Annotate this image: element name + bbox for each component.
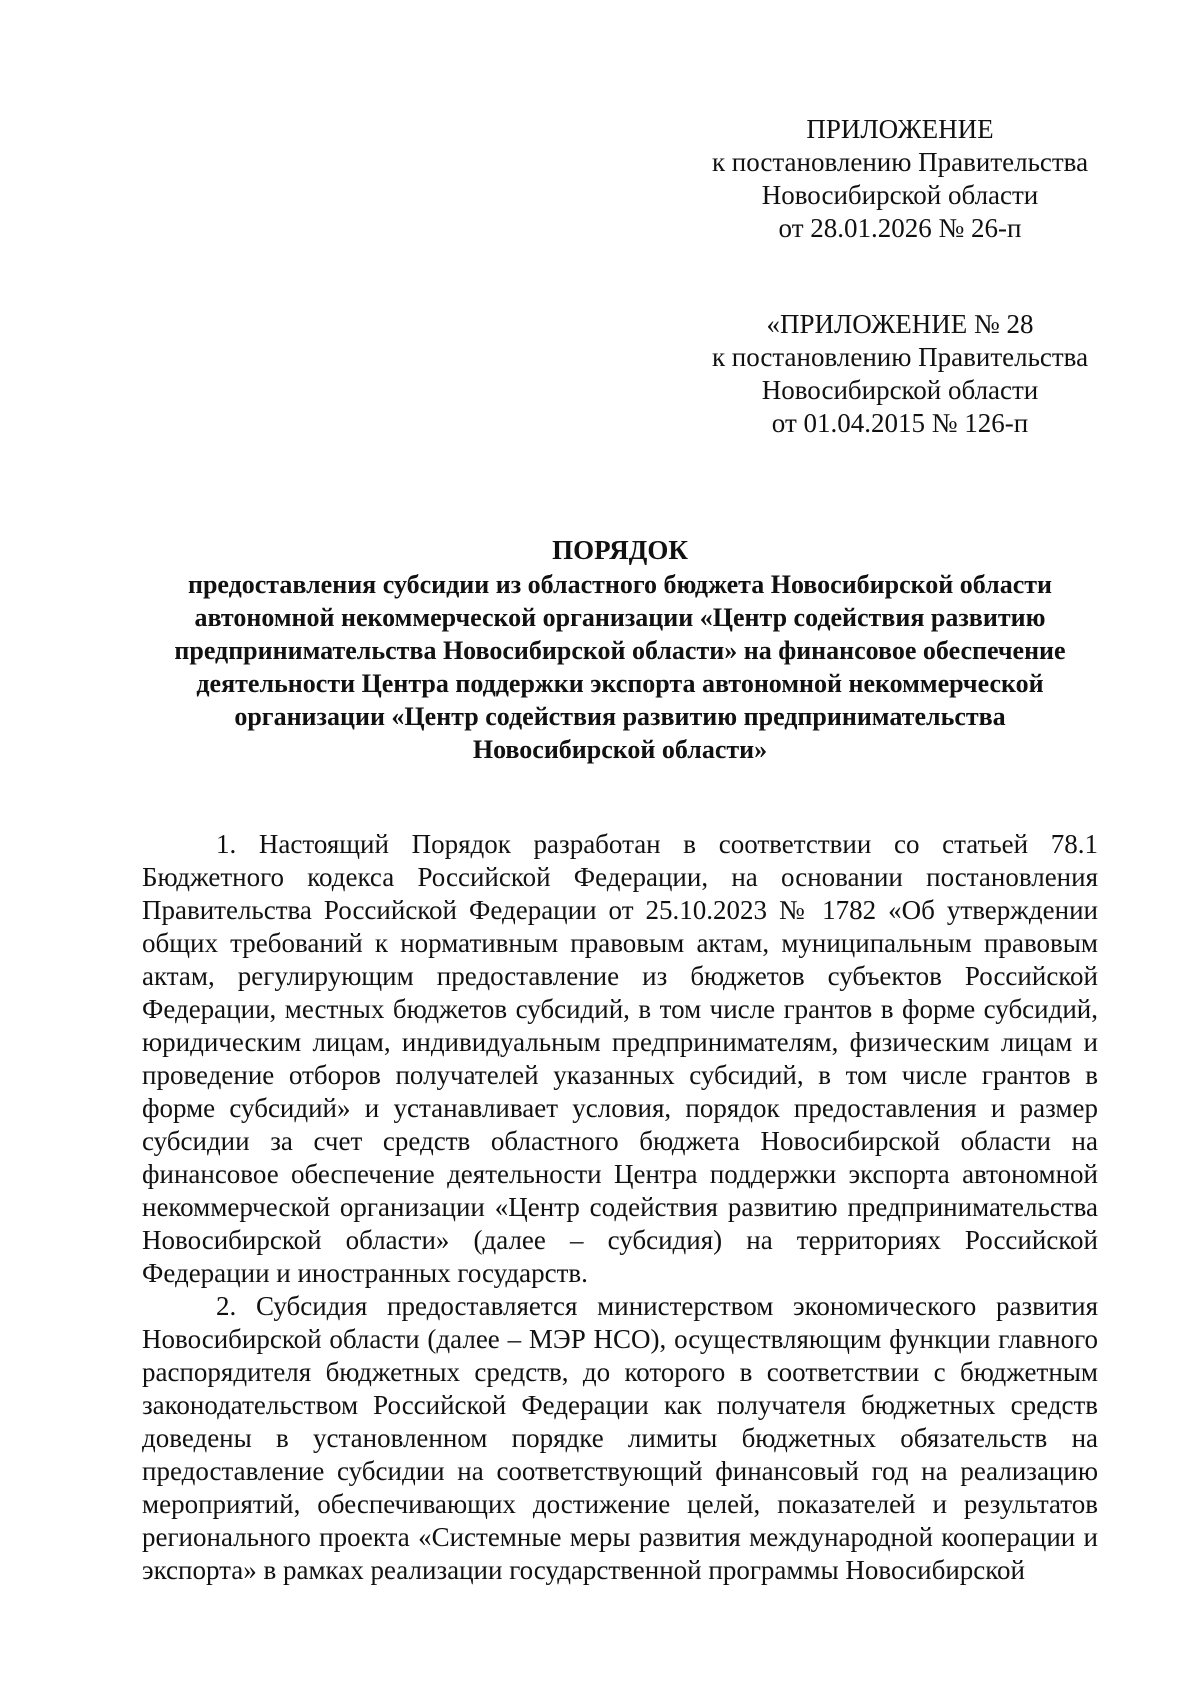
heading-line: Новосибирской области»: [472, 735, 768, 764]
heading-line: деятельности Центра поддержки экспорта автономной некоммерческой: [196, 669, 1044, 698]
heading-line: предоставления субсидии из областного бюджета Новосибирской области: [187, 570, 1053, 599]
stamp-region-line: Новосибирской области: [761, 180, 1039, 210]
stamp-date-number: от 28.01.2026 № 26-п: [778, 213, 1022, 243]
document-body: [142, 828, 1098, 1587]
paragraph-1: 1. Настоящий Порядок разработан в соответствии со статьей 78.1 Бюджетного кодекса Российской Федерации, на основании постановления Правительства Российской Федерации от 25.10.2023 № 1782 «Об утверждении общих требований к нормативным правовым актам, муниципальным правовым актам, регулирующим предоставление из бюджетов субъектов Российской Федерации, местных бюджетов субсидий, в том числе грантов в форме субсидий, юридическим лицам, индивидуальным предпринимателям, физическим лицам и проведение отборов получателей указанных субсидий, в том числе грантов в форме субсидий» и устанавливает условия, порядок предоставления и размер субсидии за счет средств областного бюджета Новосибирской области на финансовое обеспечение деятельности Центра поддержки экспорта автономной некоммерческой организации «Центр содействия развитию предпринимательства Новосибирской области» (далее – субсидия) на территориях Российской Федерации и иностранных государств.: [142, 829, 1098, 1288]
stamp-resolution-line: к постановлению Правительства: [711, 147, 1089, 177]
stamp-title: «ПРИЛОЖЕНИЕ № 28: [766, 309, 1034, 339]
stamp-resolution-line: к постановлению Правительства: [711, 342, 1089, 372]
approval-stamp-original: [690, 308, 1110, 440]
stamp-date-number: от 01.04.2015 № 126-п: [771, 408, 1029, 438]
heading-line: организации «Центр содействия развитию предпринимательства: [234, 702, 1006, 731]
paragraph-2: 2. Субсидия предоставляется министерством экономического развития Новосибирской области (далее – МЭР НСО), осуществляющим функции главного распорядителя бюджетных средств, до которого в соответствии с бюджетным законодательством Российской Федерации как получателя бюджетных средств доведены в установленном порядке лимиты бюджетных обязательств на предоставление субсидии на соответствующий финансовый год на реализацию мероприятий, обеспечивающих достижение целей, показателей и результатов регионального проекта «Системные меры развития международной кооперации и экспорта» в рамках реализации государственной программы Новосибирской: [142, 1291, 1098, 1585]
stamp-region-line: Новосибирской области: [761, 375, 1039, 405]
stamp-title: ПРИЛОЖЕНИЕ: [806, 114, 994, 144]
approval-stamp-current: [690, 113, 1110, 245]
document-title: ПОРЯДОК: [552, 535, 688, 565]
heading-line: предпринимательства Новосибирской области» на финансовое обеспечение: [174, 636, 1066, 665]
heading-line: автономной некоммерческой организации «Центр содействия развитию: [194, 603, 1046, 632]
document-heading: [140, 534, 1100, 766]
